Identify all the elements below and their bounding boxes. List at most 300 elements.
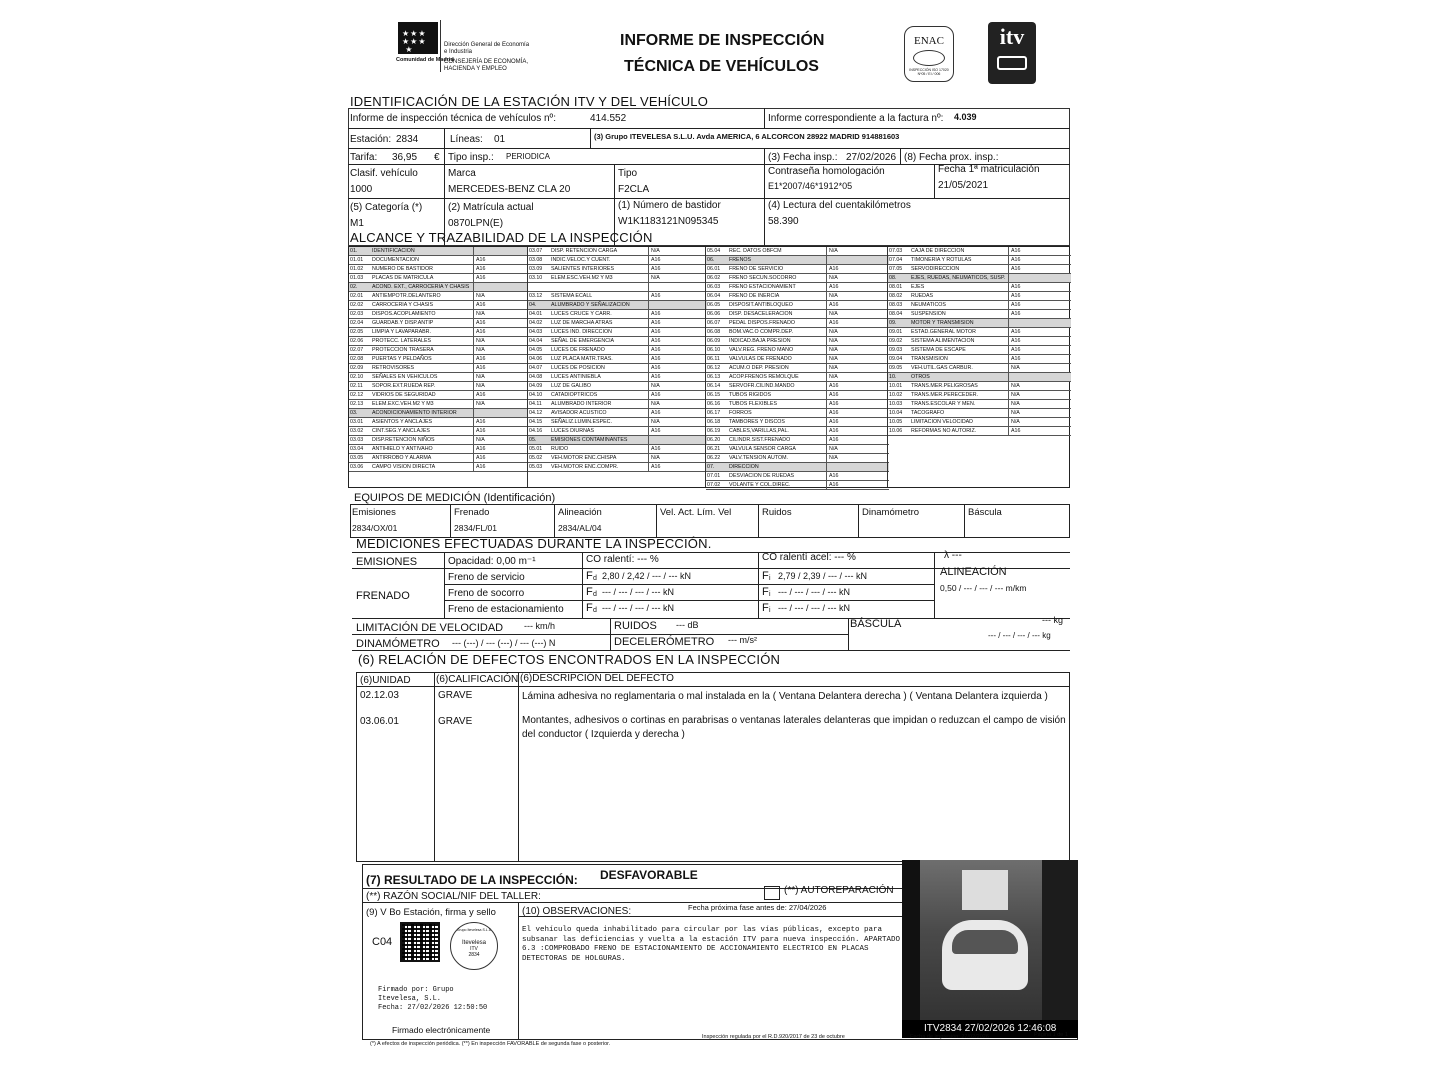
scope-code: 06.15 (707, 392, 721, 398)
alignment-value: 0,50 / --- / --- / --- m/km (940, 583, 1027, 593)
scope-value-divider (1008, 382, 1009, 391)
station-label: Estación: (350, 134, 392, 145)
category-label: (5) Categoría (*) (350, 202, 423, 213)
scope-name: VOLANTE Y COL.DIREC. (729, 482, 791, 488)
photo-caption: ITV2834 27/02/2026 12:46:08 (924, 1023, 1057, 1034)
scope-value-divider (826, 409, 827, 418)
scope-value-divider (1008, 418, 1009, 427)
scope-value-divider (826, 265, 827, 274)
scope-val: A16 (1011, 248, 1021, 254)
scope-grid (348, 246, 1070, 488)
scale-label: BÁSCULA (850, 618, 902, 630)
qr-code (400, 922, 440, 962)
scope-row (888, 355, 1071, 364)
brake-force-subscript: i (769, 575, 771, 582)
first-reg-value: 21/05/2021 (938, 180, 989, 191)
scope-name: VALVULA SENSOR CARGA (729, 446, 796, 452)
scope-value-divider (648, 355, 649, 364)
org-line2: e Industria (444, 49, 473, 55)
scope-value-divider (648, 346, 649, 355)
scope-name: SISTEMA DE ESCAPE (911, 347, 966, 353)
dyno-value: --- (---) / --- (---) / --- (---) N (452, 638, 556, 648)
scope-row (888, 418, 1071, 427)
report-label: Informe de inspección técnica de vehículos nº: (350, 113, 556, 124)
scope-name: ANTIHIELO Y ANTIVAHO (372, 446, 433, 452)
scope-val: A16 (1011, 329, 1021, 335)
scope-name: ELEM.EXC.VEH.M2 Y M3 (372, 401, 434, 407)
scope-name: DISP. RETENCION CARGA (551, 248, 618, 254)
scope-name: REFORMAS NO AUTORIZ. (911, 428, 977, 434)
scope-value-divider (473, 463, 474, 472)
scope-val: A16 (651, 428, 661, 434)
scope-section-title: ALCANCE Y TRAZABILIDAD DE LA INSPECCIÓN (350, 230, 653, 245)
scope-name: LUCES DE FRENADO (551, 347, 605, 353)
scope-code: 10.02 (889, 392, 903, 398)
scope-row (528, 463, 707, 472)
scope-code: 04. (529, 302, 537, 308)
stamp-line2: Itevelesa (461, 940, 486, 946)
station-value: 2834 (396, 134, 419, 145)
scope-code: 02.10 (350, 374, 364, 380)
brand-label: Marca (448, 168, 476, 179)
scope-val: N/A (829, 275, 838, 281)
scope-value-divider (1008, 301, 1009, 310)
scope-code: 06.06 (707, 311, 721, 317)
scope-val: A16 (651, 365, 661, 371)
equipment-label: Báscula (968, 507, 1002, 518)
scale-value-1: --- kg (1042, 615, 1063, 625)
enac-emblem (913, 50, 945, 66)
scope-val: N/A (476, 383, 485, 389)
scope-code: 06.12 (707, 365, 721, 371)
next-insp-label: (8) Fecha prox. insp.: (904, 152, 999, 163)
brake-force-symbol: F (586, 570, 593, 582)
equipment-divider (554, 504, 555, 538)
scope-val: N/A (651, 275, 660, 281)
scope-code: 03.04 (350, 446, 364, 452)
scope-name: CAJA DE DIRECCION (911, 248, 965, 254)
scope-value-divider (1008, 337, 1009, 346)
scope-name: DESVIACION DE RUEDAS (729, 473, 795, 479)
scope-val: A16 (476, 257, 486, 263)
scope-name: CINT.SEG.Y ANCLAJES (372, 428, 430, 434)
equipment-divider (450, 504, 451, 538)
scope-value-divider (473, 418, 474, 427)
tariff-label: Tarifa: (350, 152, 378, 163)
scope-val: N/A (651, 419, 660, 425)
scope-code: 06.09 (707, 338, 721, 344)
scope-val: A16 (829, 392, 839, 398)
scope-name: ALUMBRADO Y SEÑALIZACION (551, 302, 630, 308)
scope-code: 07.01 (707, 473, 721, 479)
scope-name: RUIDO (551, 446, 569, 452)
header-divider (440, 20, 441, 72)
scope-value-divider (1008, 319, 1009, 328)
scope-name: RUEDAS (911, 293, 934, 299)
scope-name: FRENO SECUN.SOCORRO (729, 275, 797, 281)
enac-sub: INSPECCIÓN ISO 17020 Nº05 / EI / 006 (909, 68, 949, 76)
scope-val: A16 (651, 293, 661, 299)
scope-code: 02.04 (350, 320, 364, 326)
observations-text: El vehículo queda inhabilitado para circular por las vías públicas, excepto para subsanar las deficiencias y vuelta a la estación ITV para nueva inspección. APARTADO 6.3 :COMPROBADO FRENO DE ESTACIONAMIENTO DE ACCIONAMIENTO ELECTRICO EN PLACAS DETECTORAS DE HOLGURAS. (522, 926, 901, 963)
scope-code: 09.03 (889, 347, 903, 353)
scope-value-divider (1008, 364, 1009, 373)
equipment-divider (758, 504, 759, 538)
scope-code: 01.03 (350, 275, 364, 281)
scope-row (888, 319, 1071, 328)
scope-val: N/A (476, 293, 485, 299)
scope-name: ACOND. EXT., CARROCERIA Y CHASIS (372, 284, 470, 290)
scope-code: 04.09 (529, 383, 543, 389)
defect-unit: 02.12.03 (360, 690, 399, 701)
scope-value-divider (648, 328, 649, 337)
scope-row (706, 328, 889, 337)
scope-row (528, 337, 707, 346)
scope-row (528, 355, 707, 364)
scope-val: A16 (1011, 347, 1021, 353)
scope-name: VEH.UTIL.GAS CARBUR. (911, 365, 973, 371)
scope-val: A16 (651, 356, 661, 362)
scope-val: A16 (651, 374, 661, 380)
enac-logo (904, 26, 954, 82)
scope-name: GUARDAB.Y DISP.ANTIP (372, 320, 434, 326)
scope-name: TAMBORES Y DISCOS (729, 419, 785, 425)
insp-type-label: Tipo insp.: (448, 152, 494, 163)
report-number: 414.552 (590, 113, 627, 124)
scope-value-divider (648, 418, 649, 427)
scope-row (888, 310, 1071, 319)
lambda-value: λ --- (944, 550, 962, 561)
scope-value-divider (1008, 328, 1009, 337)
scope-value-divider (826, 418, 827, 427)
self-repair-checkbox[interactable] (764, 886, 780, 900)
scope-row (528, 409, 707, 418)
scope-row (706, 256, 889, 265)
scope-row (528, 427, 707, 436)
measurements-section-title: MEDICIONES EFECTUADAS DURANTE LA INSPECCIÓN. (356, 536, 712, 551)
scope-name: ACOP.FRENOS REMOLQUE (729, 374, 799, 380)
scope-code: 06.18 (707, 419, 721, 425)
scope-val: A16 (651, 338, 661, 344)
scope-val: N/A (476, 338, 485, 344)
scope-val: N/A (1011, 365, 1020, 371)
org-line1: Dirección General de Economía (444, 42, 530, 48)
scope-val: N/A (829, 446, 838, 452)
equipment-label: Alineación (558, 507, 602, 518)
scope-row (706, 418, 889, 427)
scope-val: A16 (1011, 284, 1021, 290)
scope-val: N/A (829, 293, 838, 299)
scope-name: VIDRIOS DE SEGURIDAD (372, 392, 436, 398)
scope-code: 09.01 (889, 329, 903, 335)
scope-name: NUMERO DE BASTIDOR (372, 266, 433, 272)
brake-force-value: 2,80 / 2,42 / --- / --- kN (602, 571, 692, 581)
scope-val: A16 (829, 482, 839, 488)
scope-name: PEDAL DISPOS.FRENADO (729, 320, 796, 326)
scope-code: 04.01 (529, 311, 543, 317)
scope-val: N/A (829, 347, 838, 353)
scope-code: 02.12 (350, 392, 364, 398)
scope-row (706, 391, 889, 400)
scope-value-divider (1008, 292, 1009, 301)
scope-row (888, 391, 1071, 400)
scope-row (706, 319, 889, 328)
scope-value-divider (473, 292, 474, 301)
scope-name: VALVULAS DE FRENADO (729, 356, 792, 362)
scope-row (528, 292, 707, 301)
scope-row (706, 283, 889, 292)
scope-name: DISPOSIT.ANTIBLOQUEO (729, 302, 793, 308)
scope-row (706, 481, 889, 490)
scope-code: 01.01 (350, 257, 364, 263)
signed-line1: Firmado por: Grupo (378, 986, 454, 994)
scope-value-divider (1008, 256, 1009, 265)
scope-row (706, 409, 889, 418)
scope-code: 02.08 (350, 356, 364, 362)
scope-value-divider (826, 301, 827, 310)
scope-value-divider (1008, 427, 1009, 436)
scope-code: 06.19 (707, 428, 721, 434)
scope-val: A16 (651, 464, 661, 470)
scope-code: 06.17 (707, 410, 721, 416)
defect-description: Lámina adhesiva no reglamentaria o mal instalada en la ( Ventana Delantera derecha ) ( Ventana Delantera izquierda ) (522, 691, 1048, 702)
speed-limit-label: LIMITACIÓN DE VELOCIDAD (356, 622, 504, 634)
scope-val: N/A (829, 338, 838, 344)
scope-row (349, 319, 527, 328)
scope-name: ELEM.ESC.VEH.M2 Y M3 (551, 275, 613, 281)
invoice-label: Informe correspondiente a la factura nº: (768, 113, 944, 124)
scope-code: 04.03 (529, 329, 543, 335)
scope-name: AVISADOR ACUSTICO (551, 410, 607, 416)
scope-code: 03.01 (350, 419, 364, 425)
scope-val: A16 (476, 464, 486, 470)
scope-val: A16 (476, 365, 486, 371)
scope-code: 02.02 (350, 302, 364, 308)
defect-description: Montantes, adhesivos o cortinas en parabrisas o ventanas laterales delanteras que impidan o reduzcan el campo de visión del conductor ( Izquierda y derecha ) (522, 715, 1066, 740)
brake-force-symbol: F (762, 602, 769, 614)
scope-name: ASIENTOS Y ANCLAJES (372, 419, 433, 425)
scope-code: 03.12 (529, 293, 543, 299)
scope-val: A16 (651, 446, 661, 452)
scope-row (349, 454, 527, 463)
insp-date-value: 27/02/2026 (846, 152, 897, 163)
scope-val: N/A (476, 401, 485, 407)
category-value: M1 (350, 218, 364, 229)
km-value: 58.390 (768, 216, 799, 227)
scope-code: 06.03 (707, 284, 721, 290)
scope-value-divider (648, 256, 649, 265)
scope-name: INDIC.VELOC.Y CUENT. (551, 257, 611, 263)
scope-code: 06.07 (707, 320, 721, 326)
scope-row (888, 337, 1071, 346)
scope-row (349, 301, 527, 310)
scope-value-divider (473, 445, 474, 454)
scope-val: N/A (1011, 401, 1020, 407)
scope-val: A16 (1011, 311, 1021, 317)
noise-value: --- dB (676, 620, 699, 630)
scope-value-divider (648, 409, 649, 418)
title-line1: INFORME DE INSPECCIÓN (620, 32, 825, 49)
scope-value-divider (1008, 283, 1009, 292)
scope-name: DOCUMENTACION (372, 257, 419, 263)
scope-value-divider (648, 247, 649, 256)
scope-name: ALUMBRADO INTERIOR (551, 401, 612, 407)
scope-value-divider (1008, 373, 1009, 382)
photo-wall-right (1042, 860, 1078, 1038)
scope-value-divider (826, 310, 827, 319)
brake-force-symbol: F (762, 586, 769, 598)
scope-val: N/A (476, 347, 485, 353)
scope-val: A16 (476, 266, 486, 272)
scope-row (528, 256, 707, 265)
scope-val: A16 (651, 392, 661, 398)
self-repair-label: (**) AUTOREPARACIÓN (784, 885, 894, 896)
scope-value-divider (826, 427, 827, 436)
defect-grade: GRAVE (438, 690, 473, 701)
scope-val: A16 (829, 428, 839, 434)
scope-val: A16 (1011, 293, 1021, 299)
scope-code: 02.13 (350, 401, 364, 407)
scope-name: SEÑAL DE EMERGENCIA (551, 338, 615, 344)
scope-name: DISP.RETENCION NIÑOS (372, 437, 435, 443)
scope-name: LUCES ANTINIEBLA (551, 374, 601, 380)
station-code: C04 (372, 936, 393, 948)
station-company: (3) Grupo ITEVELESA S.L.U. Avda AMERICA, 6 ALCORCON 28922 MADRID 914881603 (594, 132, 900, 141)
defect-unit: 03.06.01 (360, 716, 399, 727)
scope-val: A16 (476, 428, 486, 434)
scope-row (888, 274, 1071, 283)
scope-val: A16 (476, 302, 486, 308)
scope-code: 06.20 (707, 437, 721, 443)
scope-row (528, 382, 707, 391)
scope-code: 09.02 (889, 338, 903, 344)
scope-value-divider (826, 481, 827, 490)
scope-name: TACOGRAFO (911, 410, 945, 416)
scope-name: ANTIRROBO Y ALARMA (372, 455, 432, 461)
scope-name: CABLES,VARILLAS,PAL. (729, 428, 789, 434)
defects-unit-header: (6)UNIDAD (360, 675, 411, 686)
scope-value-divider (473, 400, 474, 409)
scope-row (349, 283, 527, 292)
scope-name: DIRECCION (729, 464, 759, 470)
co-idle-value: CO ralentí: --- % (586, 554, 659, 565)
plate-value: 0870LPN(E) (448, 218, 504, 229)
lines-value: 01 (494, 134, 506, 145)
vin-label: (1) Número de bastidor (618, 200, 721, 211)
defect-grade: GRAVE (438, 716, 473, 727)
equipment-value: 2834/OX/01 (352, 523, 398, 533)
signed-line3: Fecha: 27/02/2026 12:50:50 (378, 1004, 488, 1012)
scope-row (706, 454, 889, 463)
scope-value-divider (473, 319, 474, 328)
scope-row (349, 418, 527, 427)
scope-code: 03.05 (350, 455, 364, 461)
scope-name: SERVOFR.CILIND.MANDO (729, 383, 795, 389)
scope-name: RETROVISORES (372, 365, 415, 371)
scope-name: CATADIOPTRICOS (551, 392, 598, 398)
scope-code: 06.05 (707, 302, 721, 308)
emergency-brake-label: Freno de socorro (448, 588, 525, 599)
scope-value-divider (648, 382, 649, 391)
scope-row (706, 247, 889, 256)
scope-value-divider (473, 328, 474, 337)
scope-code: 06.02 (707, 275, 721, 281)
scope-row (528, 400, 707, 409)
scope-code: 02.07 (350, 347, 364, 353)
scope-code: 05.04 (707, 248, 721, 254)
scope-val: N/A (476, 374, 485, 380)
scope-val: A16 (1011, 338, 1021, 344)
decel-label: DECELERÓMETRO (614, 636, 715, 648)
scope-row (528, 391, 707, 400)
scope-value-divider (826, 319, 827, 328)
scope-name: VEH.MOTOR ENC.CHISPA (551, 455, 617, 461)
photo-wall-left (902, 860, 920, 1038)
scope-val: A16 (651, 311, 661, 317)
brand-value: MERCEDES-BENZ CLA 20 (448, 184, 571, 195)
scope-val: A16 (829, 473, 839, 479)
brake-force-subscript: d (593, 575, 597, 582)
scope-name: ACONDICIONAMIENTO INTERIOR (372, 410, 457, 416)
scope-val: N/A (829, 329, 838, 335)
scope-value-divider (473, 355, 474, 364)
scope-val: N/A (829, 374, 838, 380)
scope-row (706, 292, 889, 301)
scope-code: 06.16 (707, 401, 721, 407)
scope-code: 05.01 (529, 446, 543, 452)
scope-row (706, 337, 889, 346)
scope-row (349, 373, 527, 382)
scope-val: N/A (1011, 419, 1020, 425)
scope-val: A16 (829, 284, 839, 290)
scope-value-divider (1008, 265, 1009, 274)
scope-code: 09.04 (889, 356, 903, 362)
scope-row (528, 328, 707, 337)
scope-code: 04.04 (529, 338, 543, 344)
brake-force-symbol: F (586, 586, 593, 598)
scope-code: 06.01 (707, 266, 721, 272)
scope-value-divider (826, 256, 827, 265)
org-line4: HACIENDA Y EMPLEO (444, 66, 507, 72)
scope-value-divider (648, 427, 649, 436)
scope-code: 02.11 (350, 383, 363, 389)
scope-value-divider (473, 247, 474, 256)
scope-code: 03.06 (350, 464, 364, 470)
scope-row (528, 265, 707, 274)
emissions-label: EMISIONES (356, 556, 418, 568)
scope-value-divider (1008, 409, 1009, 418)
scope-value-divider (648, 292, 649, 301)
class-label: Clasif. vehículo (350, 168, 418, 179)
scope-row (706, 436, 889, 445)
scope-val: N/A (651, 248, 660, 254)
scope-name: TRANS.ESCOLAR Y MEN. (911, 401, 976, 407)
scope-val: A16 (829, 410, 839, 416)
scope-value-divider (648, 463, 649, 472)
scope-code: 03.02 (350, 428, 364, 434)
tariff-currency: € (434, 152, 440, 163)
scope-row (349, 400, 527, 409)
invoice-number: 4.039 (954, 112, 977, 122)
scope-row (706, 346, 889, 355)
scope-row (349, 391, 527, 400)
madrid-logo: ★★★ ★★★ ★ (398, 22, 438, 54)
scope-val: A16 (1011, 302, 1021, 308)
scope-row (349, 436, 527, 445)
scope-code: 02.09 (350, 365, 364, 371)
scope-val: N/A (1011, 410, 1020, 416)
scope-value-divider (473, 373, 474, 382)
